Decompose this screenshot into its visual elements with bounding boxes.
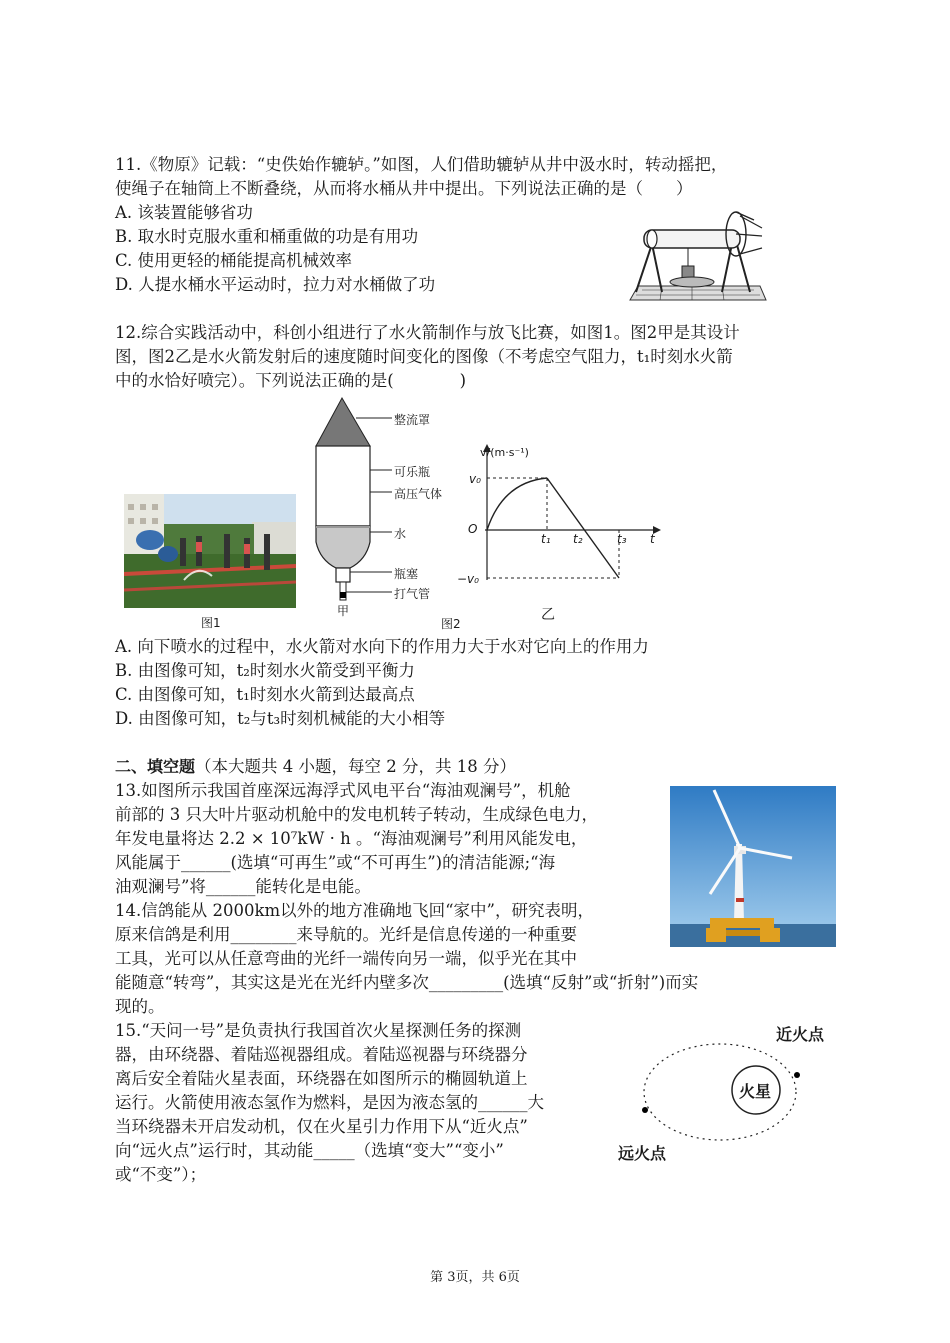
graph-t2: t₂ xyxy=(573,532,583,546)
q12-option-d: D. 由图像可知，t₂与t₃时刻机械能的大小相等 xyxy=(115,709,446,728)
q13-line-2: 前部的 3 只大叶片驱动机舱中的发电机转子转动，生成绿色电力， xyxy=(115,805,598,824)
fig1-caption: 图1 xyxy=(201,616,221,630)
q12-option-b: B. 由图像可知，t₂时刻水火箭受到平衡力 xyxy=(115,661,415,680)
graph-t1: t₁ xyxy=(541,532,551,546)
q13-line-3: 年发电量将达 2.2 × 10⁷kW · h 。“海油观澜号”利用风能发电， xyxy=(115,829,588,848)
q11-option-a: A. 该装置能够省功 xyxy=(115,203,253,222)
wind-turbine-photo xyxy=(670,786,836,947)
rocket-launch-photo xyxy=(124,494,296,608)
rocket-label-gas: 高压气体 xyxy=(394,487,443,501)
near-point-label: 近火点 xyxy=(776,1025,825,1044)
rocket-label-bottle: 可乐瓶 xyxy=(394,465,431,479)
velocity-line-falling xyxy=(547,478,619,578)
far-point-dot xyxy=(642,1107,648,1113)
q13-line-4: 风能属于______(选填“可再生”或“不可再生”)的清洁能源;“海 xyxy=(115,853,556,872)
q15-line-1: 15.“天问一号”是负责执行我国首次火星探测任务的探测 xyxy=(115,1021,522,1040)
page-footer: 第 3页，共 6页 xyxy=(430,1270,520,1285)
rocket-label-pump-tube: 打气管 xyxy=(394,587,431,601)
q13-line-5: 油观澜号”将______能转化是电能。 xyxy=(115,877,371,896)
yi-caption: 乙 xyxy=(541,607,555,623)
q11-stem-line-2: 使绳子在轴筒上不断叠绕，从而将水桶从井中提出。下列说法正确的是（ ） xyxy=(115,179,693,198)
q15-line-2: 器，由环绕器、着陆巡视器组成。着陆巡视器与环绕器分 xyxy=(115,1045,528,1064)
graph-t3: t₃ xyxy=(617,532,627,546)
q14-line-1: 14.信鸽能从 2000km以外的地方准确地飞回“家中”，研究表明， xyxy=(115,901,594,920)
q12-stem-line-2: 图，图2乙是水火箭发射后的速度随时间变化的图像（不考虑空气阻力，t₁时刻水火箭 xyxy=(115,347,733,366)
mars-label: 火星 xyxy=(739,1082,772,1101)
graph-v0: v₀ xyxy=(469,472,481,486)
velocity-time-graph xyxy=(455,440,665,590)
rocket-label-fairing: 整流罩 xyxy=(394,413,431,427)
q15-line-5: 当环绕器未开启发动机，仅在火星引力作用下从“近火点” xyxy=(115,1117,528,1136)
q12-stem-line-1: 12.综合实践活动中，科创小组进行了水火箭制作与放飞比赛，如图1。图2甲是其设计 xyxy=(115,323,740,342)
water-rocket-design xyxy=(300,392,460,620)
q11-stem-line-1: 11.《物原》记载：“史佚始作辘轳。”如图，人们借助辘轳从井中汲水时，转动摇把， xyxy=(115,155,728,174)
q14-line-2: 原来信鸽是利用________来导航的。光纤是信息传递的一种重要 xyxy=(115,925,577,944)
fig2-caption: 图2 xyxy=(441,617,461,631)
graph-ylabel: v/(m·s⁻¹) xyxy=(480,446,529,459)
q14-line-4: 能随意“转弯”，其实这是光在光纤内壁多次_________(选填“反射”或“折射”)而实 xyxy=(115,973,699,992)
mars-orbit-figure xyxy=(636,1040,806,1144)
q11-option-c: C. 使用更轻的桶能提高机械效率 xyxy=(115,251,353,270)
windlass-figure xyxy=(622,204,767,306)
near-point-dot xyxy=(794,1072,800,1078)
jia-caption: 甲 xyxy=(337,604,350,618)
q12-option-c: C. 由图像可知，t₁时刻水火箭到达最高点 xyxy=(115,685,415,704)
q13-line-1: 13.如图所示我国首座深远海浮式风电平台“海油观澜号”，机舱 xyxy=(115,781,571,800)
q15-line-4: 运行。火箭使用液态氢作为燃料，是因为液态氢的______大 xyxy=(115,1093,544,1112)
rocket-label-water: 水 xyxy=(394,527,407,541)
section-2-desc: （本大题共 4 小题，每空 2 分，共 18 分） xyxy=(195,757,516,776)
q15-line-6: 向“远火点”运行时，其动能_____（选填“变大”“变小” xyxy=(115,1141,504,1160)
far-point-label: 远火点 xyxy=(618,1144,667,1163)
graph-t-axis: t xyxy=(650,532,655,546)
q15-line-7: 或“不变”）； xyxy=(115,1165,207,1184)
q15-line-3: 离后安全着陆火星表面，环绕器在如图所示的椭圆轨道上 xyxy=(115,1069,528,1088)
section-2-heading xyxy=(115,755,516,779)
graph-origin: O xyxy=(468,522,478,536)
rocket-label-stopper: 瓶塞 xyxy=(394,567,419,581)
section-2-title: 二、填空题 xyxy=(115,757,196,776)
graph-neg-v0: −v₀ xyxy=(457,572,479,586)
q14-line-5: 现的。 xyxy=(115,997,165,1016)
q11-option-d: D. 人提水桶水平运动时，拉力对水桶做了功 xyxy=(115,275,436,294)
q12-option-a: A. 向下喷水的过程中，水火箭对水向下的作用力大于水对它向上的作用力 xyxy=(115,637,649,656)
q14-line-3: 工具，光可以从任意弯曲的光纤一端传向另一端，似乎光在其中 xyxy=(115,949,577,968)
q12-stem-line-3: 中的水恰好喷完）。下列说法正确的是( ) xyxy=(115,371,467,390)
velocity-curve-rising xyxy=(487,478,547,530)
q11-option-b: B. 取水时克服水重和桶重做的功是有用功 xyxy=(115,227,419,246)
